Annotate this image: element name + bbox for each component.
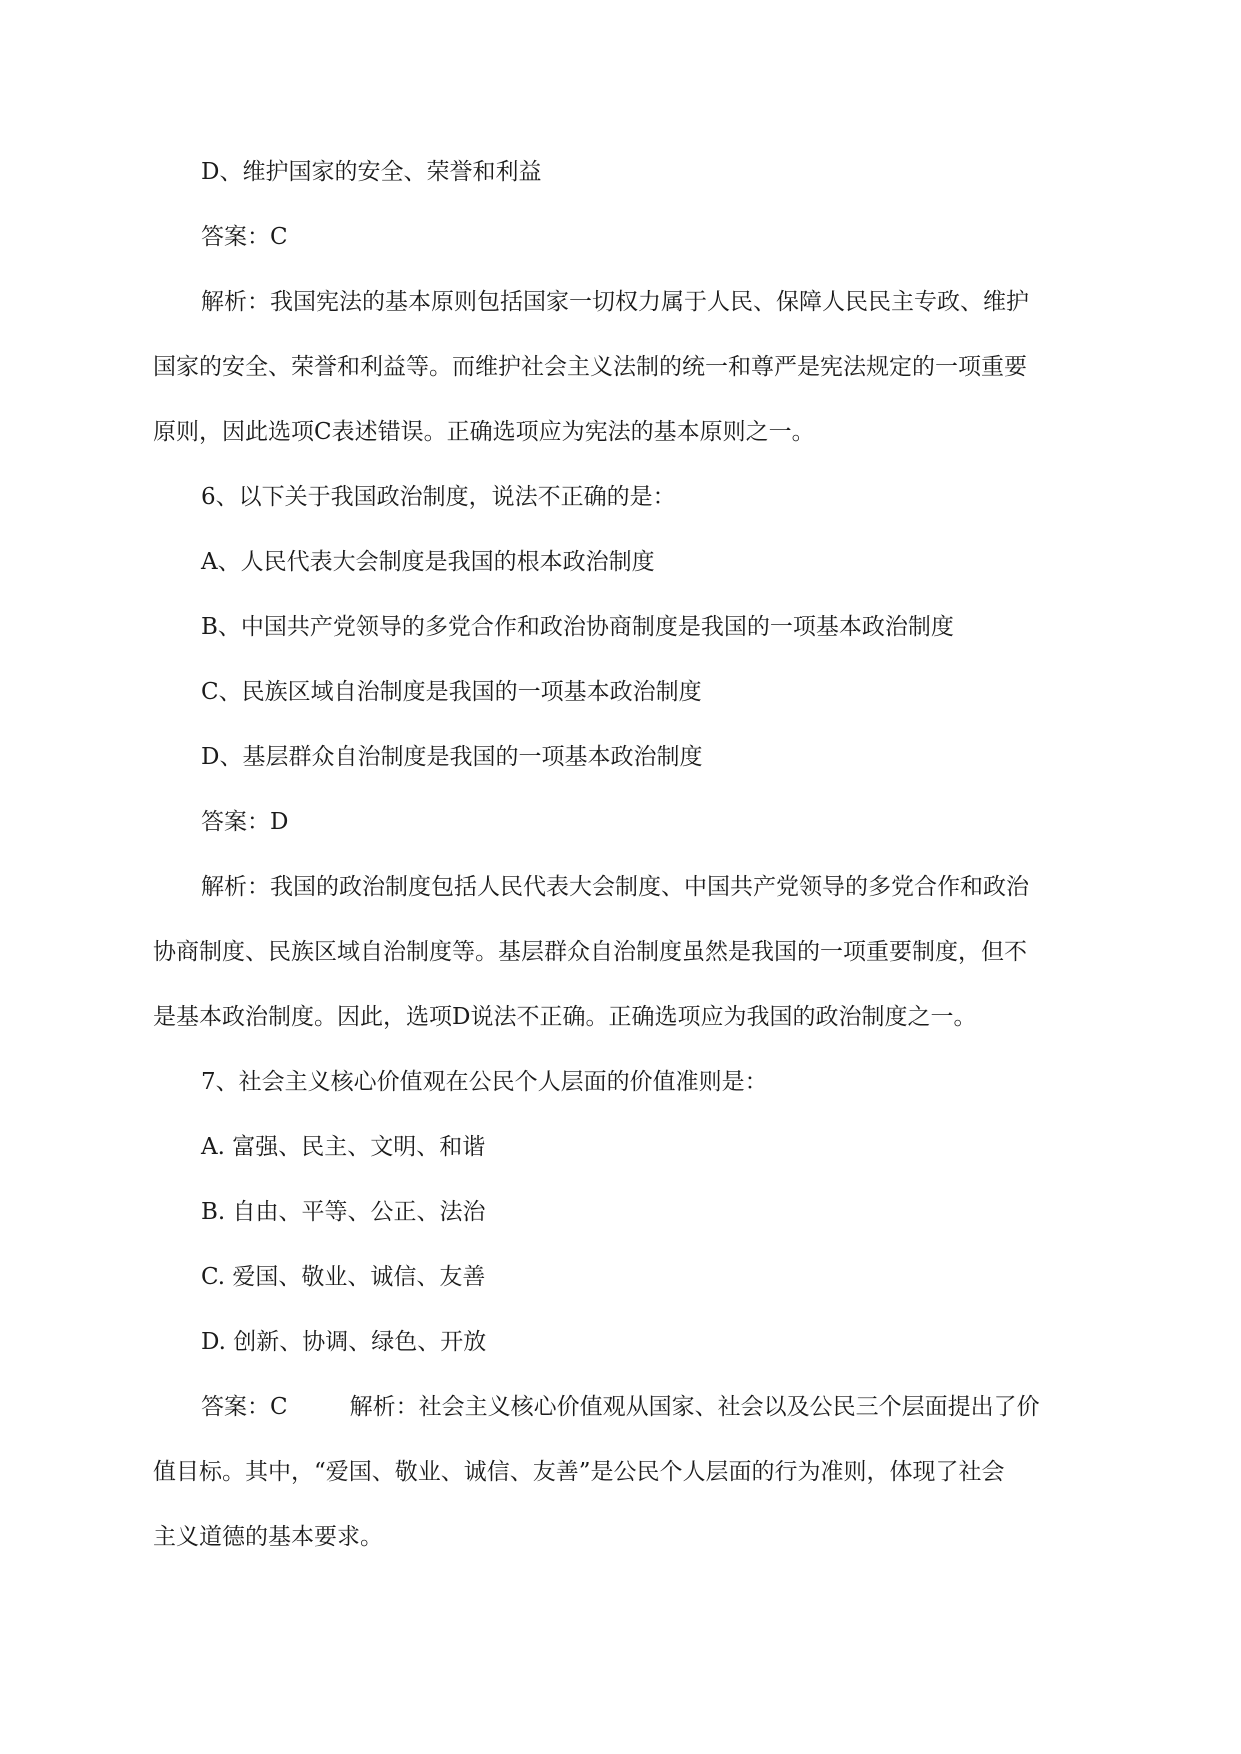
q6-answer: 答案：D — [201, 809, 289, 835]
q6-option-b: B、中国共产党领导的多党合作和政治协商制度是我国的一项基本政治制度 — [201, 614, 954, 640]
q6-option-a: A、人民代表大会制度是我国的根本政治制度 — [201, 549, 655, 575]
q7-question: 7、社会主义核心价值观在公民个人层面的价值准则是： — [201, 1069, 768, 1095]
q5-analysis-line-1: 解析：我国宪法的基本原则包括国家一切权力属于人民、保障人民民主专政、维护 — [201, 289, 1029, 315]
q6-option-d: D、基层群众自治制度是我国的一项基本政治制度 — [201, 744, 703, 770]
q7-analysis-start: 解析：社会主义核心价值观从国家、社会以及公民三个层面提出了价 — [349, 1394, 1040, 1420]
q7-analysis-line-3: 主义道德的基本要求。 — [153, 1524, 383, 1550]
q6-analysis-line-3: 是基本政治制度。因此，选项D说法不正确。正确选项应为我国的政治制度之一。 — [153, 1004, 977, 1030]
q7-answer: 答案：C — [201, 1394, 288, 1420]
q6-analysis-line-2: 协商制度、民族区域自治制度等。基层群众自治制度虽然是我国的一项重要制度，但不 — [153, 939, 1027, 965]
q7-option-c: C. 爱国、敬业、诚信、友善 — [201, 1264, 486, 1290]
q5-option-d: D、维护国家的安全、荣誉和利益 — [201, 159, 542, 185]
q5-analysis-line-2: 国家的安全、荣誉和利益等。而维护社会主义法制的统一和尊严是宪法规定的一项重要 — [153, 354, 1027, 380]
q7-answer-analysis-line-1 — [153, 1375, 1093, 1440]
q7-option-d: D. 创新、协调、绿色、开放 — [201, 1329, 487, 1355]
document-body — [153, 140, 1093, 1570]
q7-option-b: B. 自由、平等、公正、法治 — [201, 1199, 486, 1225]
q7-option-a: A. 富强、民主、文明、和谐 — [201, 1134, 486, 1160]
q6-analysis-line-1: 解析：我国的政治制度包括人民代表大会制度、中国共产党领导的多党合作和政治 — [201, 874, 1029, 900]
q5-answer: 答案：C — [201, 224, 288, 250]
q6-option-c: C、民族区域自治制度是我国的一项基本政治制度 — [201, 679, 702, 705]
q6-question: 6、以下关于我国政治制度，说法不正确的是： — [201, 484, 676, 510]
q5-analysis-line-3: 原则，因此选项C表述错误。正确选项应为宪法的基本原则之一。 — [153, 419, 815, 445]
q7-analysis-line-2: 值目标。其中，“爱国、敬业、诚信、友善”是公民个人层面的行为准则，体现了社会 — [153, 1459, 1005, 1485]
